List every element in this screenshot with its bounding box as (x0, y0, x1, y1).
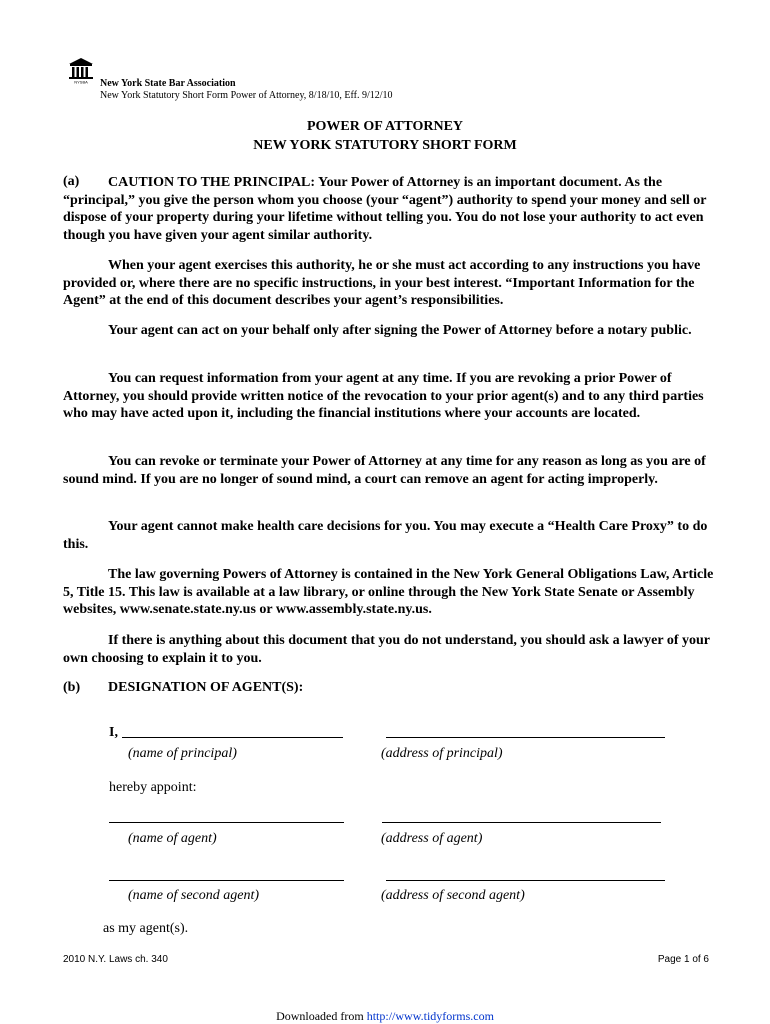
agent-address-field[interactable] (382, 822, 661, 823)
agent-authority-paragraph: When your agent exercises this authority, he or she must act according to any instructions you have provided or, where there are no specific instructions, in your best interest. “Important Information for the Agent” at the end of this document describes your agent’s responsibilities. (63, 258, 701, 308)
i-label: I, (109, 725, 118, 740)
as-my-agents-text: as my agent(s). (103, 921, 189, 936)
section-b-label: (b) (63, 680, 81, 695)
governing-law-paragraph: The law governing Powers of Attorney is contained in the New York General Obligations Law, Article 5, Title 15. This law is available at a law library, or online through the New York State Senate or Assembly websites, www.senate.state.ny.us or www.assembly.state.ny.us. (63, 567, 714, 617)
health-care-paragraph: Your agent cannot make health care decisions for you. You may execute a “Health Care Proxy” to do this. (63, 519, 708, 552)
document-subtitle: NEW YORK STATUTORY SHORT FORM (253, 138, 517, 153)
footer-law-reference: 2010 N.Y. Laws ch. 340 (63, 954, 168, 965)
hereby-appoint-text: hereby appoint: (109, 780, 197, 795)
second-agent-name-caption: (name of second agent) (128, 888, 260, 903)
download-notice (0, 1009, 770, 1024)
section-b-title: DESIGNATION OF AGENT(S): (108, 680, 304, 695)
download-prefix: Downloaded from (276, 1009, 367, 1023)
revoke-terminate-paragraph: You can revoke or terminate your Power of Attorney at any time for any reason as long as you are of sound mind. If you are no longer of sound mind, a court can remove an agent for acting improperly. (63, 454, 706, 487)
second-agent-name-field[interactable] (109, 880, 344, 881)
agent-name-field[interactable] (109, 822, 344, 823)
caution-paragraph: CAUTION TO THE PRINCIPAL: Your Power of Attorney is an important document. As the “principal,” you give the person whom you choose (your “agent”) authority to spend your money and sell or dispose of your property during your lifetime without telling you. You do not lose your authority to act even though you have given your agent similar authority. (63, 175, 707, 243)
principal-address-field[interactable] (386, 737, 665, 738)
second-agent-address-field[interactable] (386, 880, 665, 881)
logo-label: NYSBA (74, 79, 88, 84)
download-link[interactable]: http://www.tidyforms.com (366, 1009, 494, 1023)
second-agent-address-caption: (address of second agent) (381, 888, 525, 903)
revocation-paragraph: You can request information from your agent at any time. If you are revoking a prior Power of Attorney, you should provide written notice of the revocation to your prior agent(s) and to any third parties who may have acted upon it, including the financial institutions where your accounts are located. (63, 371, 704, 421)
ask-lawyer-paragraph: If there is anything about this document that you do not understand, you should ask a lawyer of your own choosing to explain it to you. (63, 633, 710, 666)
page-number: Page 1 of 6 (657, 954, 709, 965)
bar-association-logo (69, 58, 93, 84)
form-reference: New York Statutory Short Form Power of Attorney, 8/18/10, Eff. 9/12/10 (100, 90, 393, 101)
agent-name-caption: (name of agent) (128, 831, 217, 846)
association-name: New York State Bar Association (100, 78, 236, 89)
notary-paragraph: Your agent can act on your behalf only after signing the Power of Attorney before a notary public. (108, 323, 692, 338)
section-a-label: (a) (63, 174, 80, 189)
document-title: POWER OF ATTORNEY (306, 119, 464, 134)
agent-address-caption: (address of agent) (381, 831, 483, 846)
principal-name-caption: (name of principal) (128, 746, 237, 761)
principal-address-caption: (address of principal) (381, 746, 503, 761)
principal-name-field[interactable] (122, 737, 343, 738)
